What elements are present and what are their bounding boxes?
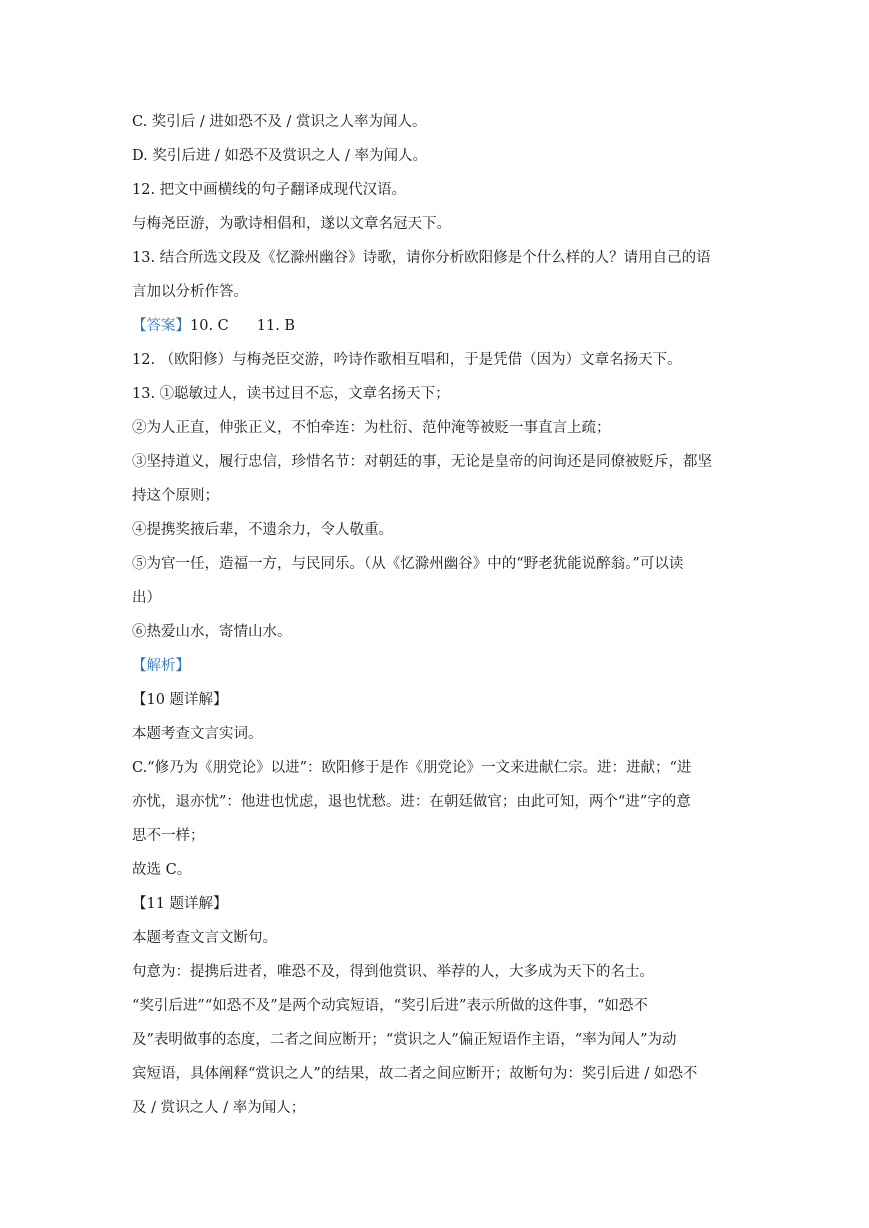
option-c: C. 奖引后 / 进如恐不及 / 赏识之人率为闻人。	[132, 114, 427, 130]
answer-q13-item: 持这个原则；	[132, 488, 219, 504]
answer-q10: 10. C	[190, 318, 229, 334]
answer-line	[132, 316, 739, 336]
q11-line: “奖引后进”“如恐不及”是两个动宾短语，“奖引后进”表示所做的这件事，“如恐不	[132, 998, 648, 1014]
question-13-prompt-cont: 言加以分析作答。	[132, 284, 248, 300]
answer-q13-item: 出）	[132, 590, 161, 606]
answer-q13-item: ⑥热爱山水，寄情山水。	[132, 624, 292, 640]
q10-line: 故选 C。	[132, 862, 192, 878]
q10-line: 本题考查文言实词。	[132, 726, 263, 742]
answer-q13-item: 13. ①聪敏过人，读书过目不忘，文章名扬天下；	[132, 386, 450, 402]
answer-q13-item: ②为人正直，伸张正义，不怕牵连：为杜衍、范仲淹等被贬一事直言上疏；	[132, 420, 611, 436]
q11-line: 及 / 赏识之人 / 率为闻人；	[132, 1100, 306, 1116]
q11-heading: 【11 题详解】	[132, 896, 228, 912]
answer-q13-item: ③坚持道义，履行忠信，珍惜名节：对朝廷的事，无论是皇帝的问询还是同僚被贬斥，都坚	[132, 454, 712, 470]
answer-q13-item: ④提携奖掖后辈，不遗余力，令人敬重。	[132, 522, 393, 538]
option-d: D. 奖引后进 / 如恐不及赏识之人 / 率为闻人。	[132, 148, 428, 164]
answer-q12: 12. （欧阳修）与梅尧臣交游，吟诗作歌相互唱和，于是凭借（因为）文章名扬天下。	[132, 352, 682, 368]
question-12-prompt: 12. 把文中画横线的句子翻译成现代汉语。	[132, 182, 407, 198]
answer-q13-item: ⑤为官一任，造福一方，与民同乐。（从《忆滁州幽谷》中的“野老犹能说醉翁。”可以读	[132, 556, 684, 572]
q11-line: 句意为：提携后进者，唯恐不及，得到他赏识、举荐的人，大多成为天下的名士。	[132, 964, 654, 980]
q11-line: 宾短语，具体阐释“赏识之人”的结果，故二者之间应断开；故断句为：奖引后进 / 如恐不	[132, 1066, 698, 1082]
q11-line: 本题考查文言文断句。	[132, 930, 277, 946]
answer-tag: 【答案】	[132, 318, 190, 334]
q10-heading: 【10 题详解】	[132, 692, 228, 708]
q11-line: 及”表明做事的态度，二者之间应断开；“赏识之人”偏正短语作主语，“率为闻人”为动	[132, 1032, 677, 1048]
question-12-sentence: 与梅尧臣游，为歌诗相倡和，遂以文章名冠天下。	[132, 216, 451, 232]
q10-line: C.“修乃为《朋党论》以进”：欧阳修于是作《朋党论》一文来进献仁宗。进：进献；“进	[132, 760, 692, 776]
q10-line: 思不一样；	[132, 828, 205, 844]
answer-q11: 11. B	[256, 318, 296, 334]
question-13-prompt: 13. 结合所选文段及《忆滁州幽谷》诗歌，请你分析欧阳修是个什么样的人？请用自己的语	[132, 250, 711, 266]
analysis-tag: 【解析】	[132, 658, 190, 674]
q10-line: 亦忧，退亦忧”：他进也忧虑，退也忧愁。进：在朝廷做官；由此可知，两个“进”字的意	[132, 794, 691, 810]
